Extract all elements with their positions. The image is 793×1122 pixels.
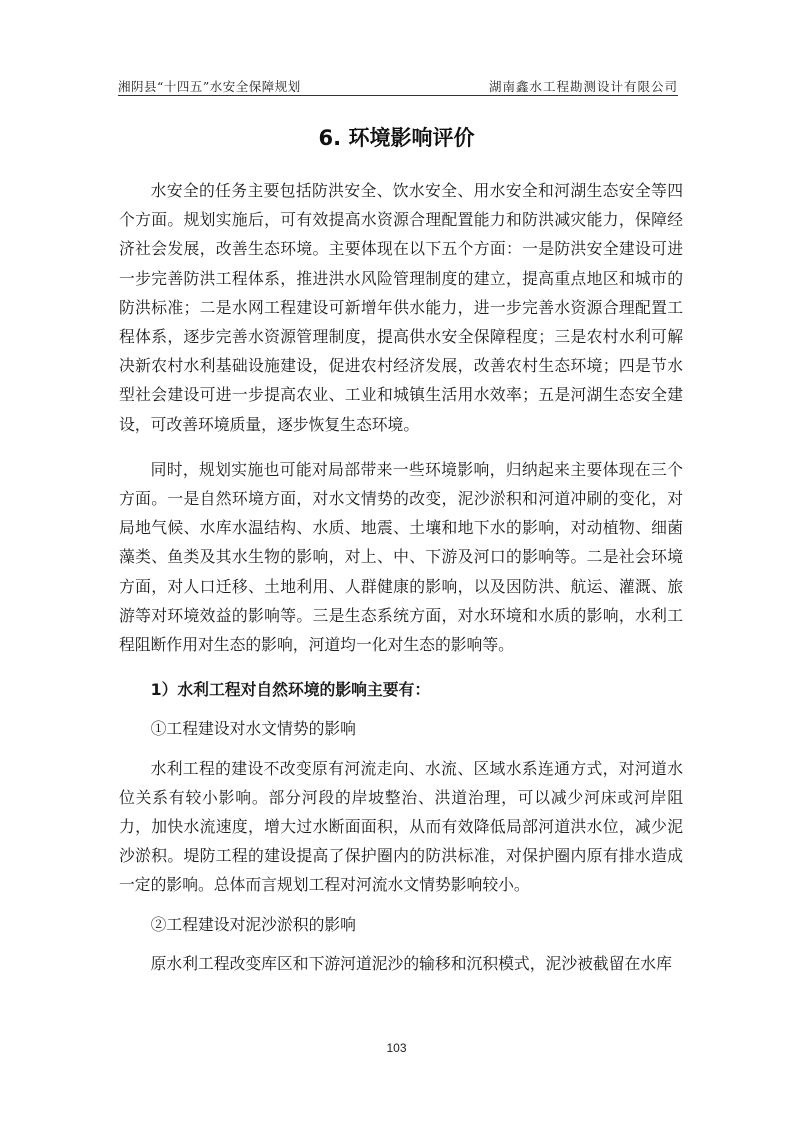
paragraph-sediment: 原水利工程改变库区和下游河道泥沙的输移和沉积模式，泥沙被截留在水库 (150, 953, 672, 973)
item-hydrology-heading: ①工程建设对水文情势的影响 (150, 719, 356, 739)
header-company-name: 湖南鑫水工程勘测设计有限公司 (488, 79, 678, 94)
page-header (118, 75, 678, 96)
paragraph-overview: 水安全的任务主要包括防洪安全、饮水安全、用水安全和河湖生态安全等四个方面。规划实施后，可有效提高水资源合理配置能力和防洪减灾能力，保障经济社会发展，改善生态环境。主要体现在以下五个方面：一是防洪安全建设可进一步完善防洪工程体系，推进洪水风险管理制度的建立，提高重点地区和城市的防洪标准；二是水网工程建设可新增年供水能力，进一步完善水资源合理配置工程体系，逐步完善水资源管理制度，提高供水安全保障程度；三是农村水利可解决新农村水利基础设施建设，促进农村经济发展，改善农村生态环境；四是节水型社会建设可进一步提高农业、工业和城镇生活用水效率；五是河湖生态安全建设，可改善环境质量，逐步恢复生态环境。 (119, 181, 683, 434)
subheading-natural-environment: 1）水利工程对自然环境的影响主要有： (150, 680, 431, 700)
body-content (119, 176, 683, 978)
paragraph-hydrology: 水利工程的建设不改变原有河流走向、水流、区域水系连通方式，对河道水位关系有较小影响。部分河段的岸坡整治、洪道治理，可以减少河床或河岸阻力，加快水流速度，增大过水断面面积，从而有效降低局部河道洪水位，减少泥沙淤积。堤防工程的建设提高了保护圈内的防洪标准，对保护圈内原有排水造成一定的影响。总体而言规划工程对河流水文情势影响较小。 (119, 758, 683, 895)
header-document-title: 湘阴县“十四五”水安全保障规划 (118, 79, 301, 94)
paragraph-impacts: 同时，规划实施也可能对局部带来一些环境影响，归纳起来主要体现在三个方面。一是自然环境方面，对水文情势的改变，泥沙淤积和河道冲刷的变化，对局地气候、水库水温结构、水质、地震、土壤和地下水的影响，对动植物、细菌藻类、鱼类及其水生物的影响，对上、中、下游及河口的影响等。二是社会环境方面，对人口迁移、土地利用、人群健康的影响，以及因防洪、航运、灌溉、旅游等对环境效益的影响等。三是生态系统方面，对水环境和水质的影响，水利工程阻断作用对生态的影响，河道均一化对生态的影响等。 (119, 459, 683, 655)
item-sediment-heading: ②工程建设对泥沙淤积的影响 (150, 914, 356, 934)
page-number: 103 (386, 1041, 407, 1055)
section-title: 6. 环境影响评价 (318, 126, 475, 150)
